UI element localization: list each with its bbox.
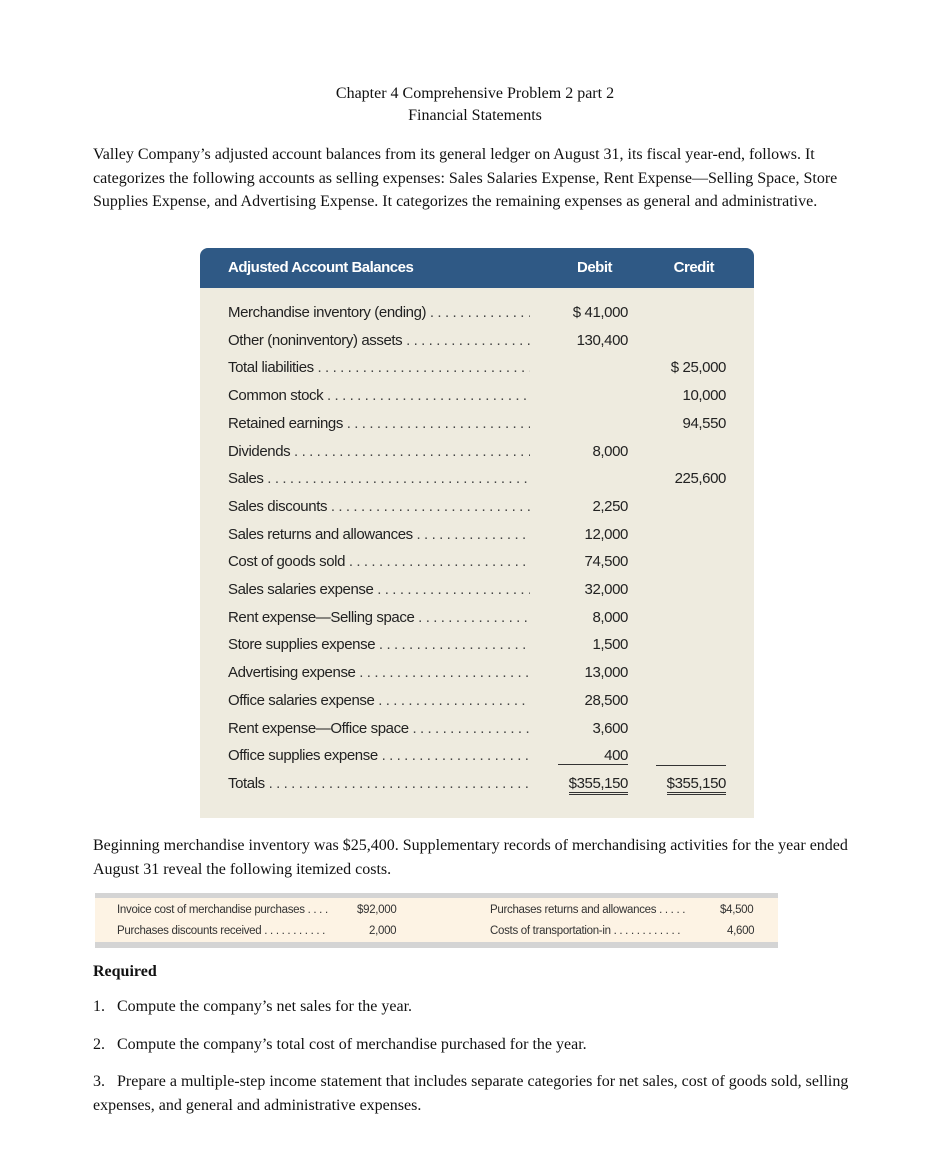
account-name: Sales returns and allowances . . . [228,526,530,543]
debit-value: $ 41,000 [572,304,628,321]
table-row [200,716,754,743]
table-row [200,300,754,327]
supplementary-costs-table [95,893,778,948]
item-number: 2. [93,1036,105,1053]
table-row [200,439,754,466]
credit-value: $ 25,000 [670,359,726,377]
debit-value: 74,500 [584,553,628,571]
table-row [200,522,754,549]
supp-label: Costs of transportation-in . . . . . . . . . . . . [490,925,681,937]
account-name: Rent expense—Selling space . . . [228,609,530,626]
debit-value: 32,000 [584,581,628,598]
table-row [200,771,754,798]
debit-value: 130,400 [576,331,628,349]
table-row [200,605,754,632]
account-name: Total liabilities . . . [228,359,530,376]
table-row [200,549,754,576]
page-subtitle: Financial Statements [408,107,542,124]
credit-value: $355,150 [667,775,726,795]
account-name: Other (noninventory) assets . . . [228,332,530,349]
item-text: Prepare a multiple-step income statement that includes separate categories for net sales, cost of goods sold, selling expenses, and general and administrative expenses. [93,1073,849,1114]
account-name: Rent expense—Office space . . . [228,720,530,737]
table-header [200,248,754,288]
table-row [200,494,754,521]
account-name: Sales salaries expense . . . [228,581,530,598]
account-name: Totals . . . [228,775,530,792]
debit-value: 1,500 [592,636,628,654]
debit-value: 2,250 [592,497,628,515]
credit-value: 94,550 [682,414,726,432]
account-name: Sales discounts . . . [228,498,530,515]
account-name: Sales . . . [228,470,530,487]
required-item-2 [93,1036,587,1054]
table-row [200,577,754,604]
required-item-3 [93,1070,863,1117]
table-row [200,688,754,715]
item-number: 1. [93,998,105,1015]
account-name: Merchandise inventory (ending) . . . [228,304,530,321]
table-row [200,466,754,493]
account-name: Office supplies expense . . . [228,747,530,764]
account-name: Advertising expense . . . [228,664,530,681]
header-credit: Credit [673,259,714,276]
debit-value: $355,150 [569,775,628,795]
account-name: Office salaries expense . . . [228,692,530,709]
debit-value: 8,000 [592,608,628,626]
supp-label: Purchases discounts received . . . . . . . . . . . [117,925,326,937]
supp-value: 4,600 [727,925,755,937]
debit-value: 12,000 [584,525,628,543]
debit-value: 28,500 [584,691,628,709]
item-text: Compute the company’s net sales for the year. [117,998,413,1015]
page-title: Chapter 4 Comprehensive Problem 2 part 2 [335,85,615,102]
table-row [200,328,754,355]
debit-value: 8,000 [592,442,628,460]
debit-value: 3,600 [592,719,628,737]
debit-value: 13,000 [584,664,628,682]
supp-label: Purchases returns and allowances . . . . . [490,904,686,916]
supp-value: $92,000 [357,904,397,916]
supp-value: 2,000 [369,925,397,937]
account-name: Common stock . . . [228,387,530,404]
table-row [200,743,754,770]
header-account: Adjusted Account Balances [228,259,414,276]
adjusted-balances-table [200,248,754,818]
header-debit: Debit [577,259,612,276]
account-name: Dividends . . . [228,443,530,460]
credit-value: 10,000 [682,387,726,405]
account-name: Cost of goods sold . . . [228,553,530,570]
item-number: 3. [93,1073,105,1090]
table-row [200,632,754,659]
required-heading: Required [93,963,157,980]
table-row [200,383,754,410]
account-name: Store supplies expense . . . [228,636,530,653]
table-row [200,660,754,687]
beginning-paragraph: Beginning merchandise inventory was $25,400. Supplementary records of merchandising activities for the year ended August 31 reveal the following itemized costs. [93,837,848,878]
account-name: Retained earnings . . . [228,415,530,432]
table-row [200,411,754,438]
table-row [200,355,754,382]
credit-underline [656,747,726,766]
credit-value: 225,600 [674,470,726,488]
intro-paragraph: Valley Company’s adjusted account balances from its general ledger on August 31, its fiscal year-end, follows. It categorizes the following accounts as selling expenses: Sales Salaries Expense, Rent Expense—Selling Space, Store Supplies Expense, and Advertising Expense. It categorizes the remaining expenses as general and administrative. [93,146,838,210]
debit-value: 400 [558,747,628,765]
item-text: Compute the company’s total cost of merchandise purchased for the year. [117,1036,587,1053]
supp-value: $4,500 [720,904,754,916]
supp-label: Invoice cost of merchandise purchases . . . . [117,904,328,916]
required-item-1 [93,998,412,1016]
